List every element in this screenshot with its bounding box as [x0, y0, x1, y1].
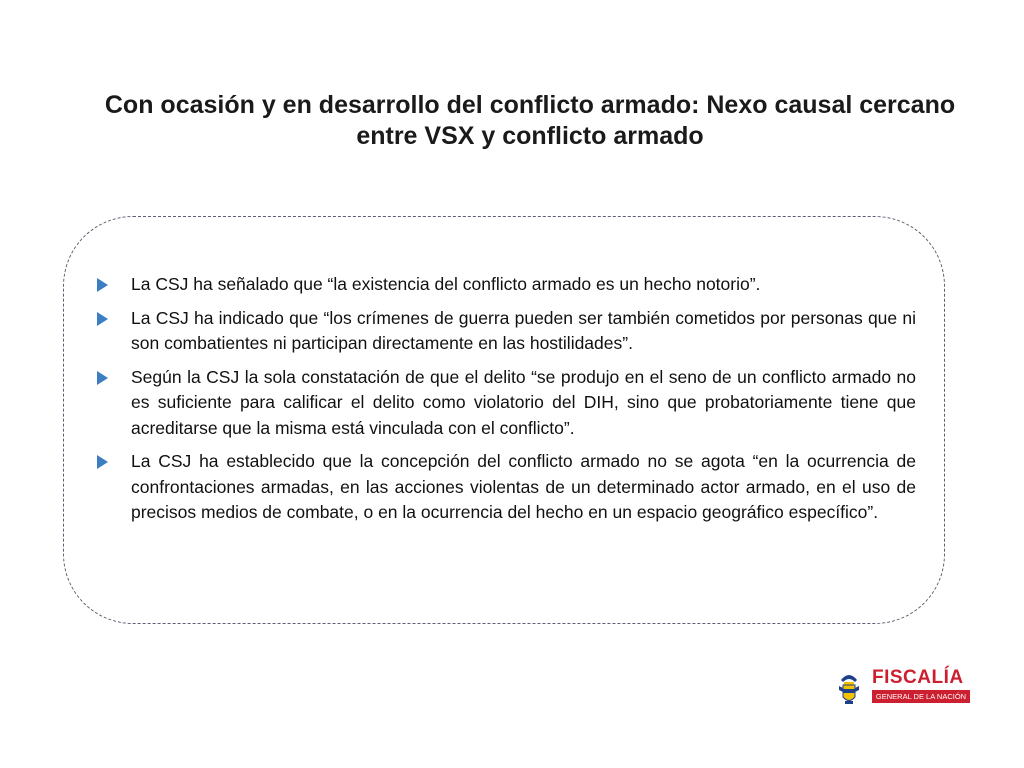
bullet-item [92, 272, 916, 298]
bullet-arrow-icon [97, 278, 108, 292]
bullet-item [92, 306, 916, 357]
bullet-arrow-icon [97, 371, 108, 385]
coat-of-arms-icon [835, 668, 863, 708]
bullet-list [92, 272, 916, 534]
bullet-text: La CSJ ha señalado que “la existencia del conflicto armado es un hecho notorio”. [131, 274, 761, 294]
logo-subtitle: GENERAL DE LA NACIÓN [872, 690, 970, 703]
bullet-text: La CSJ ha indicado que “los crímenes de guerra pueden ser también cometidos por personas que ni son combatientes ni participan directamente en las hostilidades”. [131, 307, 916, 353]
bullet-item [92, 449, 916, 526]
bullet-arrow-icon [97, 312, 108, 326]
bullet-item [92, 365, 916, 442]
slide-title: Con ocasión y en desarrollo del conflicto armado: Nexo causal cercano entre VSX y conflicto armado [104, 91, 956, 150]
fiscalia-logo [835, 668, 970, 708]
bullet-arrow-icon [97, 455, 108, 469]
bullet-text: La CSJ ha establecido que la concepción del conflicto armado no se agota “en la ocurrencia de confrontaciones armadas, en las acciones violentas de un determinado actor armado, en el uso de precisos medios de combate, o en la ocurrencia del hecho en un espacio geográfico específico”. [131, 451, 916, 522]
bullet-text: Según la CSJ la sola constatación de que el delito “se produjo en el seno de un conflicto armado no es suficiente para calificar el delito como violatorio del DIH, sino que probatoriamente tiene que acreditarse que la misma está vinculada con el conflicto”. [131, 366, 916, 438]
logo-name: FISCALÍA [872, 667, 964, 688]
